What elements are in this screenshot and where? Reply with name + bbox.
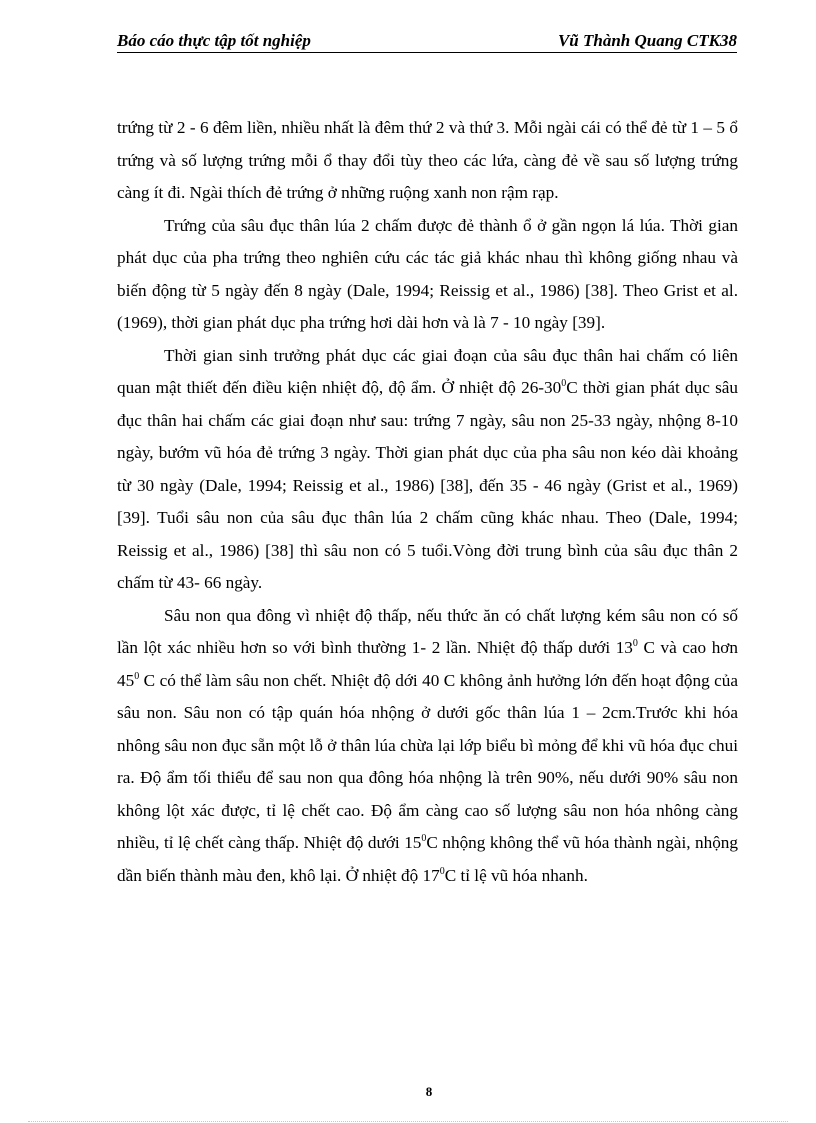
body-text bbox=[117, 112, 738, 892]
paragraph-2: Trứng của sâu đục thân lúa 2 chấm được đẻ thành ổ ở gần ngọn lá lúa. Thời gian phát dục của pha trứng theo nghiên cứu các tác giả khác nhau thì không giống nhau và biến động từ 5 ngày đến 8 ngày (Dale, 1994; Reissig et al., 1986) [38]. Theo Grist et al. (1969), thời gian phát dục pha trứng hơi dài hơn và là 7 - 10 ngày [39]. bbox=[117, 215, 738, 332]
page-number: 8 bbox=[425, 1084, 433, 1099]
superscript-degree: 0 bbox=[561, 378, 567, 389]
paragraph-3 bbox=[117, 340, 738, 600]
paragraph-3-text-a: Thời gian sinh trưởng phát dục các giai đoạn của sâu đục thân hai chấm có liên quan mật thiết đến điều kiện nhiệt độ, độ ẩm. Ở nhiệt độ 26-30 bbox=[117, 345, 738, 397]
superscript-degree: 0 bbox=[439, 865, 445, 877]
paragraph-4-text-d: C nhộng không thể vũ hóa thành ngài, nhộng dần biến thành màu đen, khô lại. Ở nhiệt độ 17 bbox=[117, 833, 738, 885]
paragraph-4-text-e: C tỉ lệ vũ hóa nhanh. bbox=[444, 865, 588, 885]
paragraph-4-text-a: Sâu non qua đông vì nhiệt độ thấp, nếu thức ăn có chất lượng kém sâu non có số lần lột xác nhiều hơn so với bình thường 1- 2 lần. Nhiệt độ thấp dưới 13 bbox=[117, 605, 738, 657]
author-name: Vũ Thành Quang CTK38 bbox=[557, 31, 737, 50]
superscript-degree: 0 bbox=[421, 833, 427, 844]
paragraph-1: trứng từ 2 - 6 đêm liền, nhiều nhất là đêm thứ 2 và thứ 3. Mỗi ngài cái có thể đẻ từ 1 – 5 ổ trứng và số lượng trứng mỗi ổ thay đổi tùy theo các lứa, càng đẻ về sau số lượng trứng càng ít đi. Ngài thích đẻ trứng ở những ruộng xanh non rậm rạp. bbox=[117, 118, 738, 202]
footer-divider bbox=[28, 1121, 788, 1122]
paragraph-4-text-c: C có thể làm sâu non chết. Nhiệt độ dới 40 C không ảnh hưởng lớn đến hoạt động của sâu non. Sâu non có tập quán hóa nhộng ở dưới gốc thân lúa 1 – 2cm.Trước khi hóa nhông sâu non đục sẵn một lỗ ở thân lúa chừa lại lớp biểu bì mỏng để khi vũ hóa đục chui ra. Độ ẩm tối thiểu để sau non qua đông hóa nhộng là trên 90%, nếu dưới 90% sâu non không lột xác được, tỉ lệ chết cao. Độ ẩm càng cao số lượng sâu non hóa nhông càng nhiều, tỉ lệ chết càng thấp. Nhiệt độ dưới 15 bbox=[117, 670, 738, 852]
superscript-degree: 0 bbox=[134, 670, 140, 682]
paragraph-4 bbox=[117, 600, 738, 893]
report-title: Báo cáo thực tập tốt nghiệp bbox=[117, 31, 311, 50]
paragraph-4-text-b: C và cao hơn 45 bbox=[117, 638, 738, 690]
superscript-degree: 0 bbox=[632, 638, 638, 649]
paragraph-3-text-b: C thời gian phát dục sâu đục thân hai chấm các giai đoạn như sau: trứng 7 ngày, sâu non 25-33 ngày, nhộng 8-10 ngày, bướm vũ hóa đẻ trứng 3 ngày. Thời gian phát dục của pha sâu non kéo dài khoảng từ 30 ngày (Dale, 1994; Reissig et al., 1986) [38], đến 35 - 46 ngày (Grist et al., 1969) [39]. Tuổi sâu non của sâu đục thân lúa 2 chấm cũng khác nhau. Theo (Dale, 1994; Reissig et al., 1986) [38] thì sâu non có 5 tuổi.Vòng đời trung bình của sâu đục thân 2 chấm từ 43- 66 ngày. bbox=[117, 378, 738, 592]
page-header bbox=[117, 30, 737, 53]
